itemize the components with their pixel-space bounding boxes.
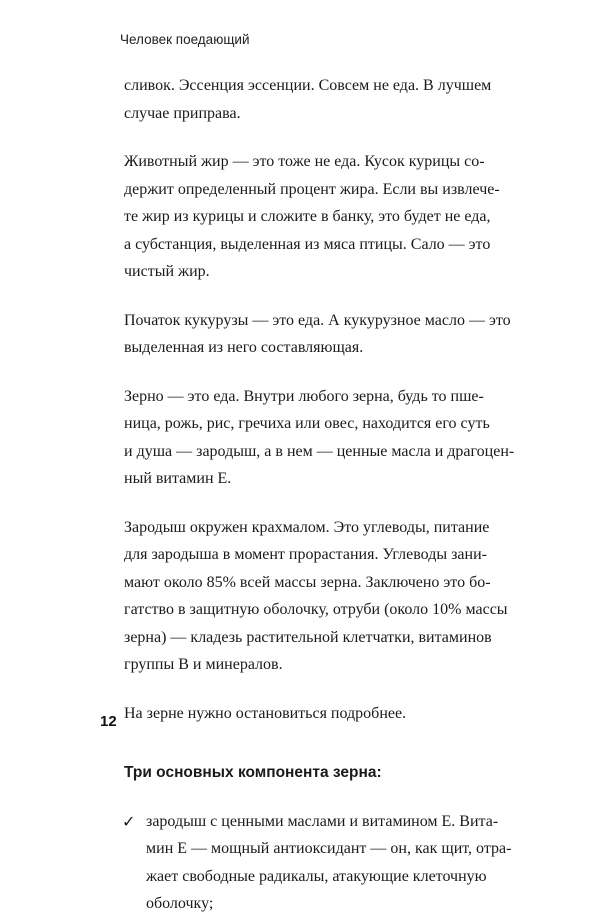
text-line: чистый жир.	[124, 263, 210, 280]
list-item-text	[124, 808, 512, 918]
section-heading: Три основных компонента зерна:	[124, 764, 382, 781]
text-line: держит определенный процент жира. Если вы извлече-	[124, 180, 500, 198]
text-line: Зародыш окружен крахмалом. Это углеводы, питание	[124, 518, 490, 536]
paragraph-2	[124, 148, 500, 286]
text-line: зерна) — кладезь растительной клетчатки, витаминов	[124, 628, 492, 646]
checkmark-icon: ✓	[122, 811, 136, 831]
text-line: случае приправа.	[124, 104, 241, 122]
text-line: мают около 85% всей массы зерна. Заключено это бо-	[124, 573, 491, 591]
paragraph-3	[124, 307, 511, 362]
text-line: сливок. Эссенция эссенции. Совсем не еда. В лучшем	[124, 77, 492, 94]
text-line: зародыш с ценными маслами и витамином Е. Вита-	[146, 812, 499, 830]
text-line: Животный жир — это тоже не еда. Кусок курицы со-	[124, 153, 485, 170]
text-line: группы В и минералов.	[124, 656, 283, 673]
text-line: и душа — зародыш, а в нем — ценные масла и драгоцен-	[124, 442, 515, 460]
page-number: 12	[100, 713, 117, 730]
text-line: те жир из курицы и сложите в банку, это будет не еда,	[124, 208, 491, 225]
paragraph-6	[124, 700, 496, 728]
list-item	[122, 808, 512, 918]
text-line: жает свободные радикалы, атакующие клеточную	[146, 867, 487, 885]
text-line: На зерне нужно остановиться подробнее.	[124, 704, 407, 722]
text-line: ница, рожь, рис, гречиха или овес, находится его суть	[124, 415, 490, 432]
page-body	[122, 72, 515, 918]
text-line: мин Е — мощный антиоксидант — он, как щит, отра-	[146, 840, 512, 857]
text-line: оболочку;	[146, 895, 214, 912]
text-line: ный витамин Е.	[124, 470, 232, 487]
text-line: а субстанция, выделенная из мяса птицы. Сало — это	[124, 235, 491, 253]
text-line: гатство в защитную оболочку, отруби (около 10% массы	[124, 601, 508, 618]
paragraph-4	[124, 383, 515, 493]
running-head: Человек поедающий	[120, 32, 250, 47]
text-line: для зародыша в момент прорастания. Углеводы зани-	[124, 546, 487, 563]
text-line: выделенная из него составляющая.	[124, 339, 364, 356]
text-line: Початок кукурузы — это еда. А кукурузное масло — это	[124, 311, 511, 329]
paragraph-5	[124, 514, 508, 679]
paragraph-1	[124, 72, 496, 127]
text-line: Зерно — это еда. Внутри любого зерна, будь то пше-	[124, 387, 484, 405]
